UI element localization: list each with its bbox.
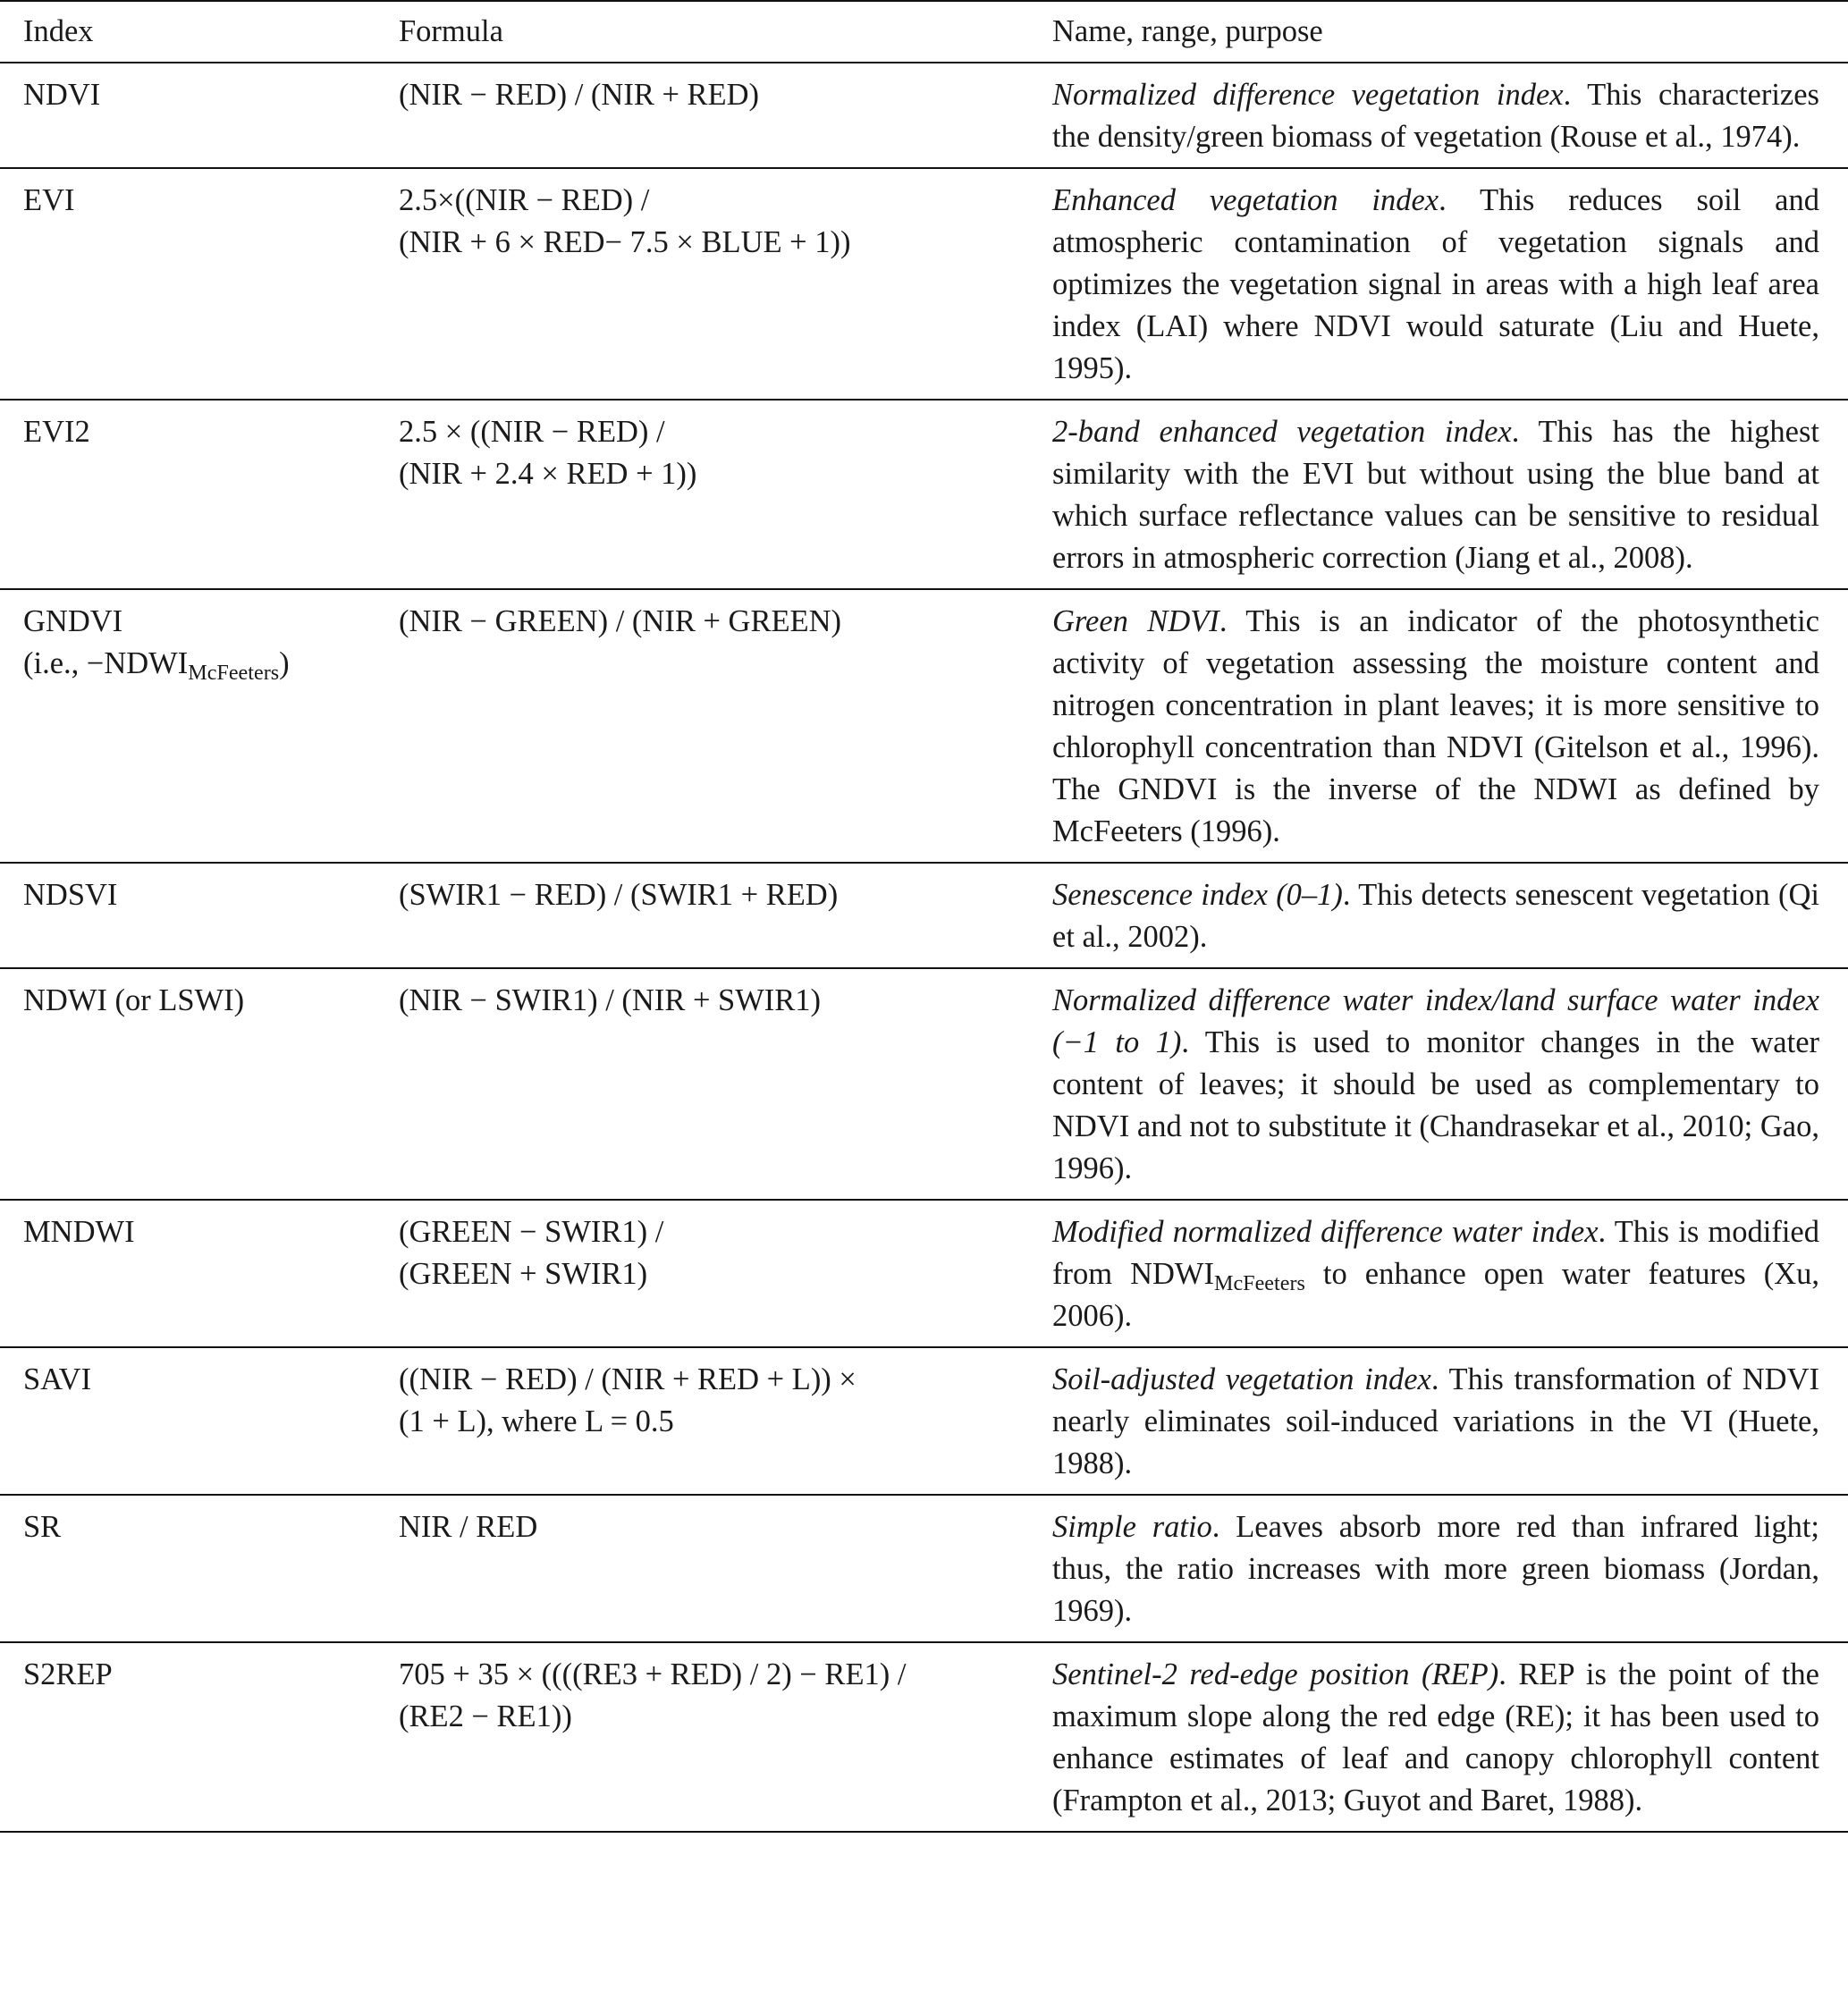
index-cell	[0, 1642, 399, 1832]
table-row	[0, 589, 1848, 863]
index-cell	[0, 1347, 399, 1495]
index-full-name: Enhanced vegetation index	[1052, 183, 1439, 217]
index-cell	[0, 63, 399, 168]
index-cell	[0, 1495, 399, 1642]
formula-line: (NIR + 2.4 × RED + 1))	[399, 457, 697, 491]
table-header-row	[0, 1, 1848, 63]
index-name: NDSVI	[23, 878, 118, 912]
description-text: . This has the highest similarity with the EVI but without using the blue band at which surface reflectance values can be sensitive to residual errors in atmospheric correction (Jiang et al., 2008).	[1052, 415, 1819, 575]
table-row	[0, 863, 1848, 968]
formula-cell	[399, 63, 1052, 168]
description-text: . This is an indicator of the photosynthetic activity of vegetation assessing the moisture content and nitrogen concentration in plant leaves; it is more sensitive to chlorophyll concentration than NDVI (Gitelson et al., 1996). The GNDVI is the inverse of the NDWI as defined by McFeeters (1996).	[1052, 604, 1819, 848]
index-full-name: 2-band enhanced vegetation index	[1052, 415, 1512, 449]
description-cell	[1052, 589, 1848, 863]
formula-line: NIR / RED	[399, 1510, 538, 1544]
header-index: Index	[23, 14, 94, 48]
table-row	[0, 1642, 1848, 1832]
index-cell	[0, 400, 399, 589]
description-cell	[1052, 1347, 1848, 1495]
formula-line: (NIR − GREEN) / (NIR + GREEN)	[399, 604, 842, 638]
table-row	[0, 1495, 1848, 1642]
index-full-name: Senescence index (0–1)	[1052, 878, 1343, 912]
index-full-name: Modified normalized difference water index	[1052, 1215, 1599, 1249]
formula-cell	[399, 1200, 1052, 1347]
description-cell	[1052, 1642, 1848, 1832]
formula-line: (GREEN − SWIR1) /	[399, 1215, 664, 1249]
formula-line: (NIR − SWIR1) / (NIR + SWIR1)	[399, 983, 822, 1017]
index-cell	[0, 863, 399, 968]
index-name: NDWI (or LSWI)	[23, 983, 245, 1017]
index-name: EVI	[23, 183, 75, 217]
index-full-name: Normalized difference vegetation index	[1052, 78, 1564, 112]
table-row	[0, 1200, 1848, 1347]
header-description: Name, range, purpose	[1052, 14, 1323, 48]
index-alias	[23, 643, 399, 685]
index-cell	[0, 589, 399, 863]
index-full-name: Simple ratio	[1052, 1510, 1212, 1544]
description-cell	[1052, 168, 1848, 400]
formula-line: (RE2 − RE1))	[399, 1699, 572, 1733]
description-cell	[1052, 400, 1848, 589]
formula-line: 2.5 × ((NIR − RED) /	[399, 415, 665, 449]
header-formula: Formula	[399, 14, 503, 48]
description-text: . Leaves absorb more red than infrared light; thus, the ratio increases with more green biomass (Jordan, 1969).	[1052, 1510, 1819, 1628]
formula-line: (SWIR1 − RED) / (SWIR1 + RED)	[399, 878, 839, 912]
index-name: MNDWI	[23, 1215, 135, 1249]
description-text: . This is used to monitor changes in the water content of leaves; it should be used as complementary to NDVI and not to substitute it (Chandrasekar et al., 2010; Gao, 1996).	[1052, 1025, 1819, 1185]
index-name: S2REP	[23, 1657, 113, 1691]
formula-line: (NIR − RED) / (NIR + RED)	[399, 78, 760, 112]
formula-cell	[399, 1642, 1052, 1832]
index-name: GNDVI	[23, 604, 123, 638]
description-text: . REP is the point of the maximum slope along the red edge (RE); it has been used to enhance estimates of leaf and canopy chlorophyll content (Frampton et al., 2013; Guyot and Baret, 1988).	[1052, 1657, 1819, 1817]
index-full-name: Green NDVI	[1052, 604, 1219, 638]
description-subscript: McFeeters	[1213, 1270, 1305, 1295]
description-cell	[1052, 1495, 1848, 1642]
table-row	[0, 168, 1848, 400]
formula-line: (NIR + 6 × RED− 7.5 × BLUE + 1))	[399, 225, 851, 259]
table-row	[0, 1347, 1848, 1495]
index-name: SAVI	[23, 1362, 92, 1396]
description-text: . This detects senescent vegetation (Qi et al., 2002).	[1052, 878, 1819, 954]
index-cell	[0, 968, 399, 1200]
index-name: NDVI	[23, 78, 101, 112]
index-cell	[0, 1200, 399, 1347]
formula-cell	[399, 400, 1052, 589]
description-text: . This is modified from NDWI	[1052, 1215, 1819, 1291]
formula-line: 705 + 35 × ((((RE3 + RED) / 2) − RE1) /	[399, 1657, 907, 1691]
table-row	[0, 968, 1848, 1200]
index-alias-suffix: )	[279, 646, 290, 680]
formula-cell	[399, 1347, 1052, 1495]
formula-line: (1 + L), where L = 0.5	[399, 1404, 674, 1438]
formula-cell	[399, 863, 1052, 968]
formula-line: (GREEN + SWIR1)	[399, 1257, 648, 1291]
description-text: . This transformation of NDVI nearly eliminates soil-induced variations in the VI (Huete, 1988).	[1052, 1362, 1819, 1480]
index-cell	[0, 168, 399, 400]
index-alias-prefix: (i.e., −NDWI	[23, 646, 189, 680]
description-cell	[1052, 63, 1848, 168]
index-full-name: Sentinel-2 red-edge position (REP)	[1052, 1657, 1499, 1691]
description-cell	[1052, 863, 1848, 968]
table-row	[0, 400, 1848, 589]
formula-line: 2.5×((NIR − RED) /	[399, 183, 650, 217]
formula-line: ((NIR − RED) / (NIR + RED + L)) ×	[399, 1362, 856, 1396]
formula-cell	[399, 168, 1052, 400]
index-alias-subscript: McFeeters	[188, 660, 280, 685]
index-full-name: Normalized difference water index/land surface water index (−1 to 1)	[1052, 983, 1819, 1059]
formula-cell	[399, 1495, 1052, 1642]
index-full-name: Soil-adjusted vegetation index	[1052, 1362, 1431, 1396]
table-row	[0, 63, 1848, 168]
description-text: . This reduces soil and atmospheric contamination of vegetation signals and optimizes the vegetation signal in areas with a high leaf area index (LAI) where NDVI would saturate (Liu and Huete, 1995).	[1052, 183, 1819, 385]
description-cell	[1052, 968, 1848, 1200]
index-name: SR	[23, 1510, 62, 1544]
description-cell	[1052, 1200, 1848, 1347]
description-text: to enhance open water features (Xu, 2006).	[1052, 1257, 1820, 1333]
index-name: EVI2	[23, 415, 90, 449]
formula-cell	[399, 589, 1052, 863]
formula-cell	[399, 968, 1052, 1200]
description-text: . This characterizes the density/green biomass of vegetation (Rouse et al., 1974).	[1052, 78, 1819, 154]
